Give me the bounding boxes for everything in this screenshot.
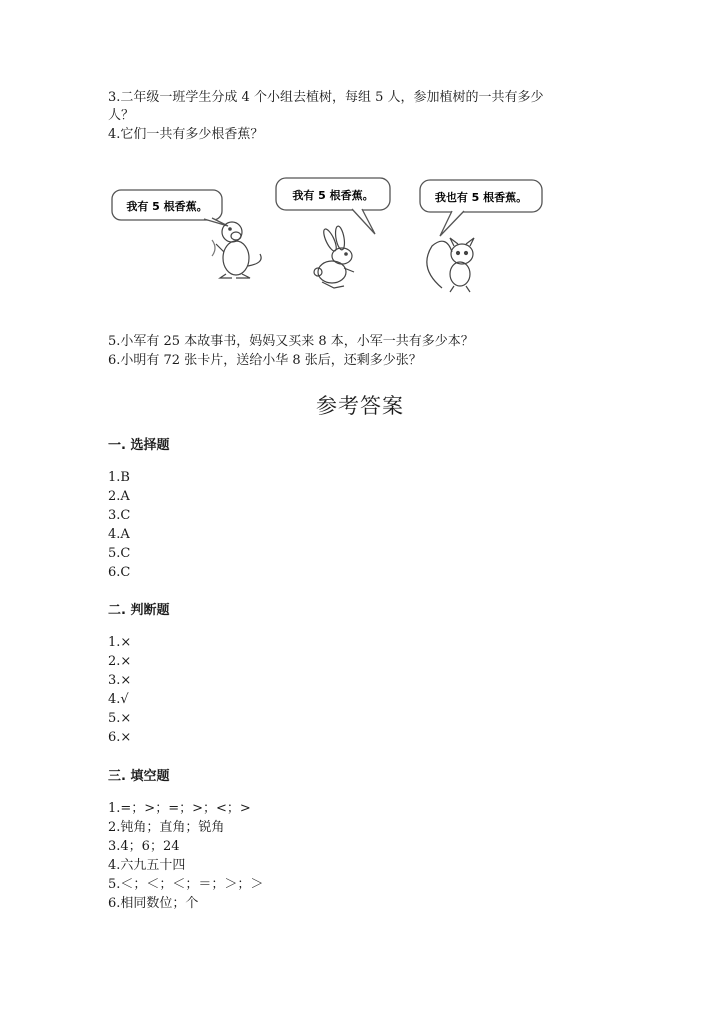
- section-3-heading: 三. 填空题: [108, 769, 170, 784]
- answer-item: 6.相同数位；个: [108, 896, 199, 911]
- rabbit-icon: [314, 225, 354, 288]
- monkey-icon: [212, 222, 261, 278]
- skunk-icon: [427, 238, 474, 292]
- answer-item: 6.C: [108, 565, 131, 580]
- answer-item: 5.C: [108, 546, 131, 561]
- answer-item: 1.B: [108, 470, 130, 485]
- answer-item: 3.4；6；24: [108, 839, 180, 854]
- answer-item: 2.钝角；直角；锐角: [108, 820, 225, 835]
- answer-item: 5.＜；＜；＜；＝；＞；＞: [108, 877, 264, 892]
- answer-item: 1.×: [108, 635, 132, 650]
- question-4: 4.它们一共有多少根香蕉？: [108, 127, 264, 142]
- answer-item: 4.A: [108, 527, 130, 542]
- section-3-answers: [108, 799, 263, 913]
- question-3-line2: 人？: [108, 108, 135, 123]
- answer-item: 3.×: [108, 673, 132, 688]
- answer-item: 5.×: [108, 711, 132, 726]
- answer-item: 2.A: [108, 489, 130, 504]
- speech-bubble-2: [276, 178, 390, 234]
- section-1-answers: [108, 468, 130, 582]
- question-5: 5.小军有 25 本故事书，妈妈又买来 8 本，小军一共有多少本？: [108, 334, 474, 349]
- answer-item: 4.√: [108, 692, 129, 707]
- answer-item: 6.×: [108, 730, 132, 745]
- section-2-answers: [108, 633, 131, 747]
- speech-bubble-3: [420, 180, 542, 236]
- section-2-heading: 二. 判断题: [108, 603, 170, 618]
- answer-item: 2.×: [108, 654, 132, 669]
- speech-bubble-1: [112, 190, 228, 226]
- answer-item: 3.C: [108, 508, 131, 523]
- question-3-line1: 3.二年级一班学生分成 4 个小组去植树，每组 5 人，参加植树的一共有多少: [108, 90, 544, 105]
- bubble-1-text: 我有 5 根香蕉。: [126, 200, 208, 213]
- section-1-heading: 一. 选择题: [108, 438, 170, 453]
- bubble-3-text: 我也有 5 根香蕉。: [434, 191, 528, 204]
- answer-item: 4.六九五十四: [108, 858, 186, 873]
- banana-figure: [100, 168, 560, 303]
- bubble-2-text: 我有 5 根香蕉。: [292, 189, 374, 202]
- question-6: 6.小明有 72 张卡片，送给小华 8 张后，还剩多少张？: [108, 353, 422, 368]
- answer-key-title: 参考答案: [316, 394, 404, 418]
- answer-item: 1.=；>；=；>；<；>: [108, 801, 251, 816]
